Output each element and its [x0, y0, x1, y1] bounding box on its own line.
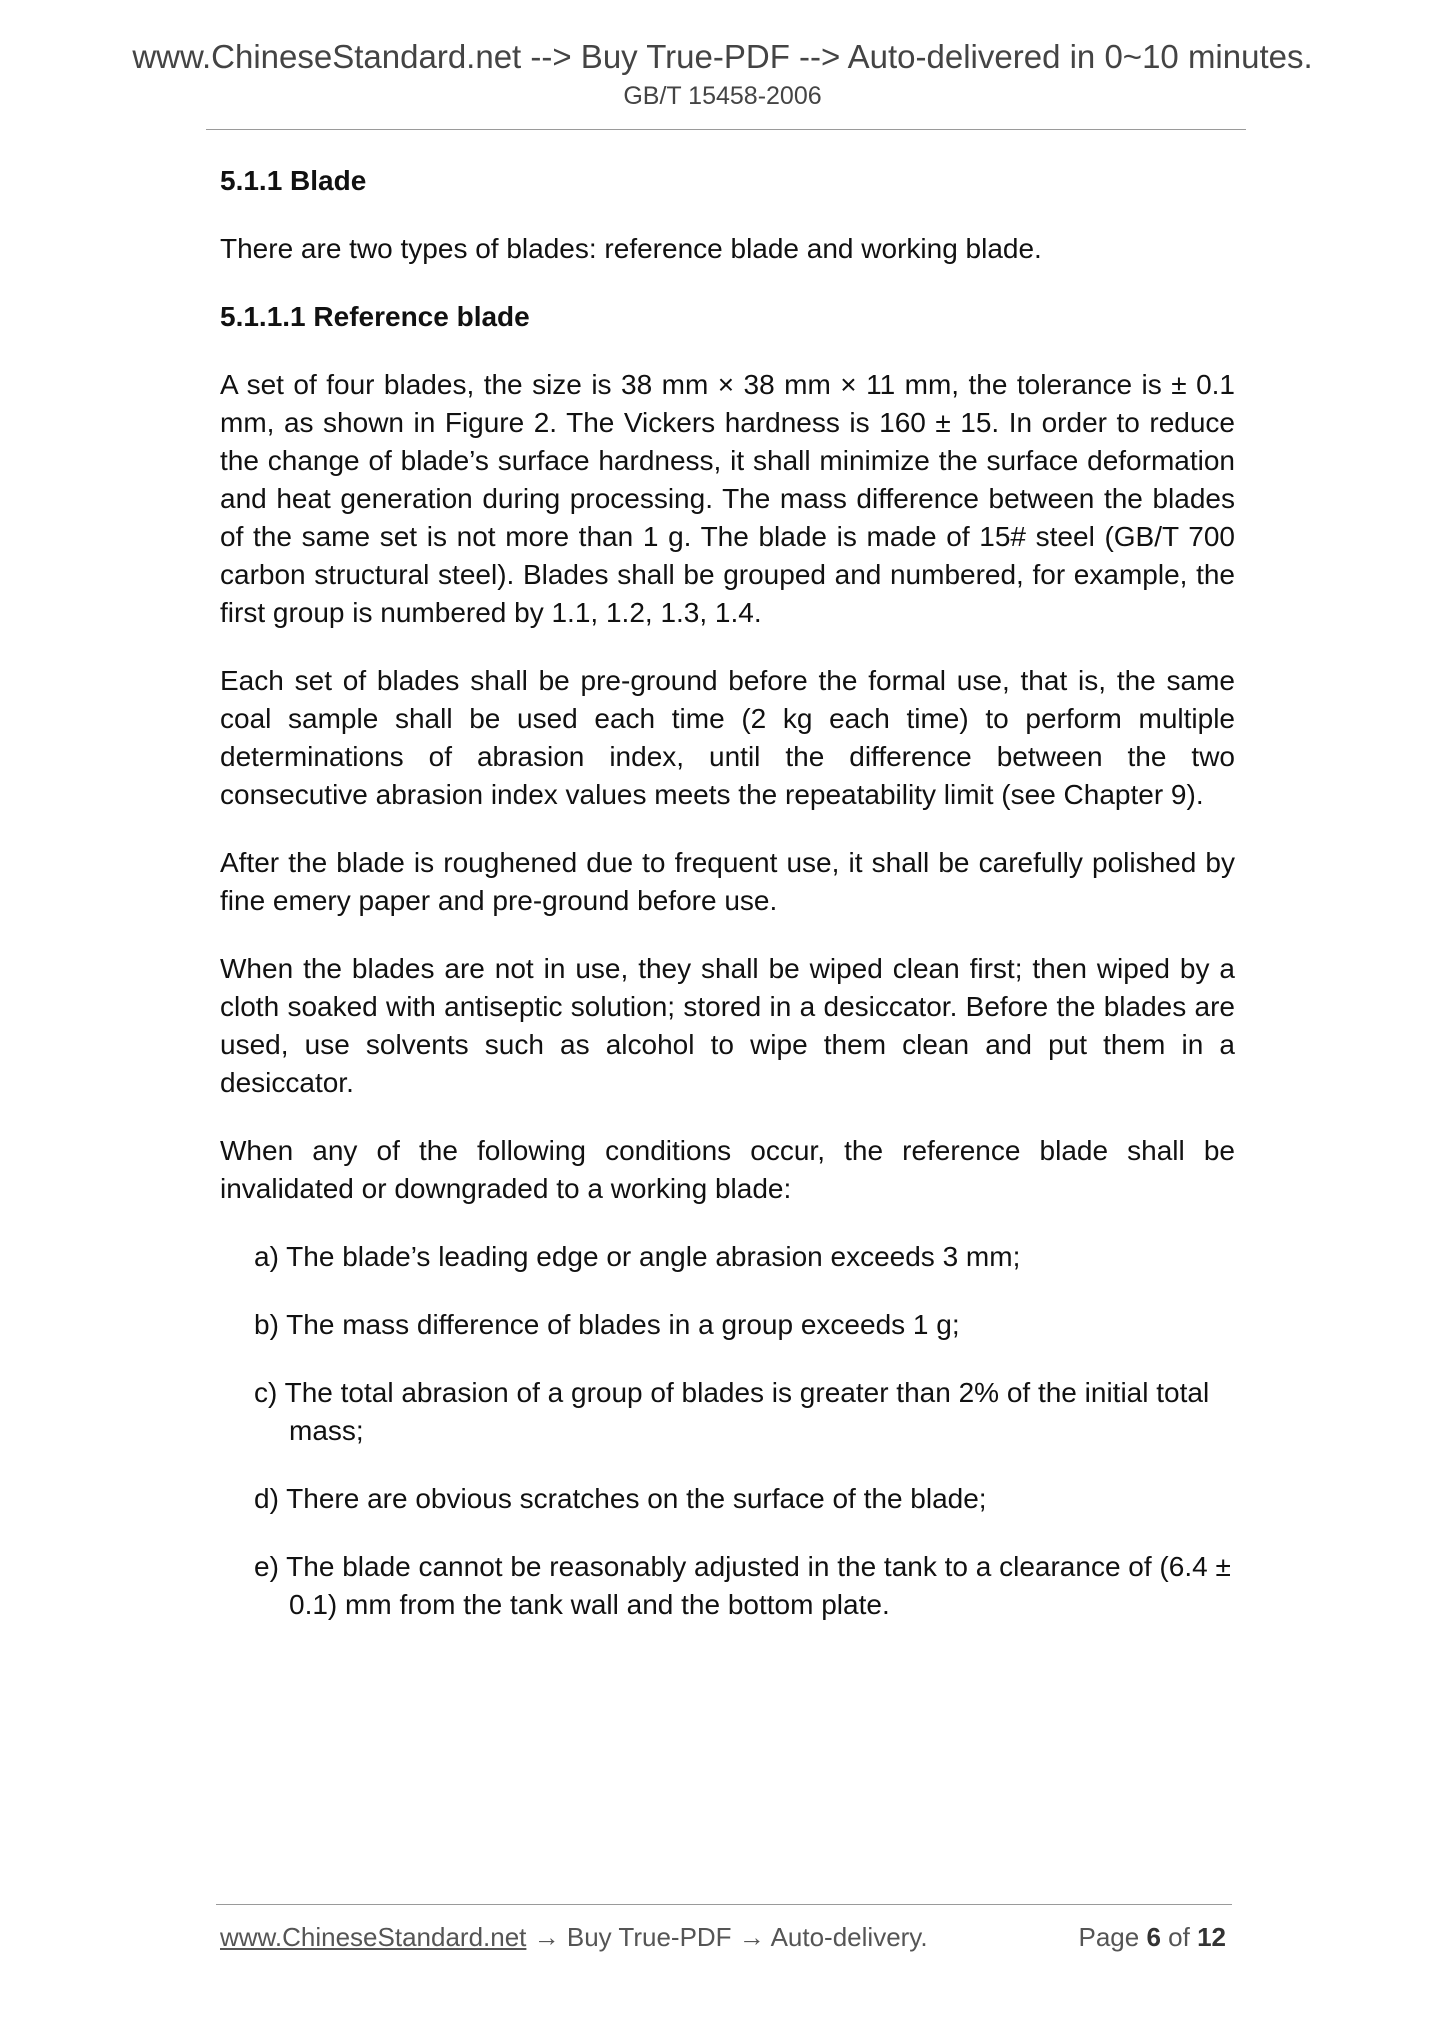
footer-tagline: → Buy True-PDF → Auto-delivery.	[526, 1922, 928, 1952]
paragraph: When the blades are not in use, they shall be wiped clean first; then wiped by a cloth soaked with antiseptic solution; stored in a desiccator. Before the blades are used, use solvents such as alcohol to wipe them clean and put them in a desiccator.	[220, 953, 1235, 1098]
page-of: of	[1168, 1922, 1190, 1952]
footer-divider	[216, 1904, 1232, 1905]
page-label: Page	[1078, 1922, 1140, 1952]
paragraph: When any of the following conditions occur, the reference blade shall be invalidated or downgraded to a working blade:	[220, 1135, 1235, 1204]
list-item: b) The mass difference of blades in a group exceeds 1 g;	[254, 1309, 960, 1340]
list-item: a) The blade’s leading edge or angle abrasion exceeds 3 mm;	[254, 1241, 1021, 1272]
header-banner: www.ChineseStandard.net --> Buy True-PDF --> Auto-delivered in 0~10 minutes.	[132, 38, 1313, 75]
page-indicator	[1078, 1922, 1226, 1953]
paragraph: After the blade is roughened due to frequent use, it shall be carefully polished by fine emery paper and pre-ground before use.	[220, 847, 1235, 916]
section-heading: 5.1.1 Blade	[220, 165, 367, 196]
page-total: 12	[1197, 1922, 1226, 1952]
page-current: 6	[1146, 1922, 1161, 1952]
list-item: c) The total abrasion of a group of blades is greater than 2% of the initial total mass;	[254, 1377, 1210, 1446]
subsection-heading: 5.1.1.1 Reference blade	[220, 301, 530, 332]
paragraph: A set of four blades, the size is 38 mm × 38 mm × 11 mm, the tolerance is ± 0.1 mm, as shown in Figure 2. The Vickers hardness is 160 ± 15. In order to reduce the change of blade’s surface hardness, it shall minimize the surface deformation and heat generation during processing. The mass difference between the blades of the same set is not more than 1 g. The blade is made of 15# steel (GB/T 700 carbon structural steel). Blades shall be grouped and numbered, for example, the first group is numbered by 1.1, 1.2, 1.3, 1.4.	[220, 369, 1235, 628]
list-item: d) There are obvious scratches on the surface of the blade;	[254, 1483, 987, 1514]
paragraph: Each set of blades shall be pre-ground before the formal use, that is, the same coal sample shall be used each time (2 kg each time) to perform multiple determinations of abrasion index, until the difference between the two consecutive abrasion index values meets the repeatability limit (see Chapter 9).	[220, 665, 1235, 810]
footer-promo	[220, 1922, 928, 1953]
list-item: e) The blade cannot be reasonably adjusted in the tank to a clearance of (6.4 ± 0.1) mm from the tank wall and the bottom plate.	[254, 1551, 1231, 1620]
standard-code: GB/T 15458-2006	[623, 82, 822, 110]
document-body	[220, 162, 1235, 1654]
header-divider	[206, 129, 1246, 130]
footer-website-link[interactable]: www.ChineseStandard.net	[220, 1922, 527, 1952]
section-intro: There are two types of blades: reference blade and working blade.	[220, 233, 1042, 264]
